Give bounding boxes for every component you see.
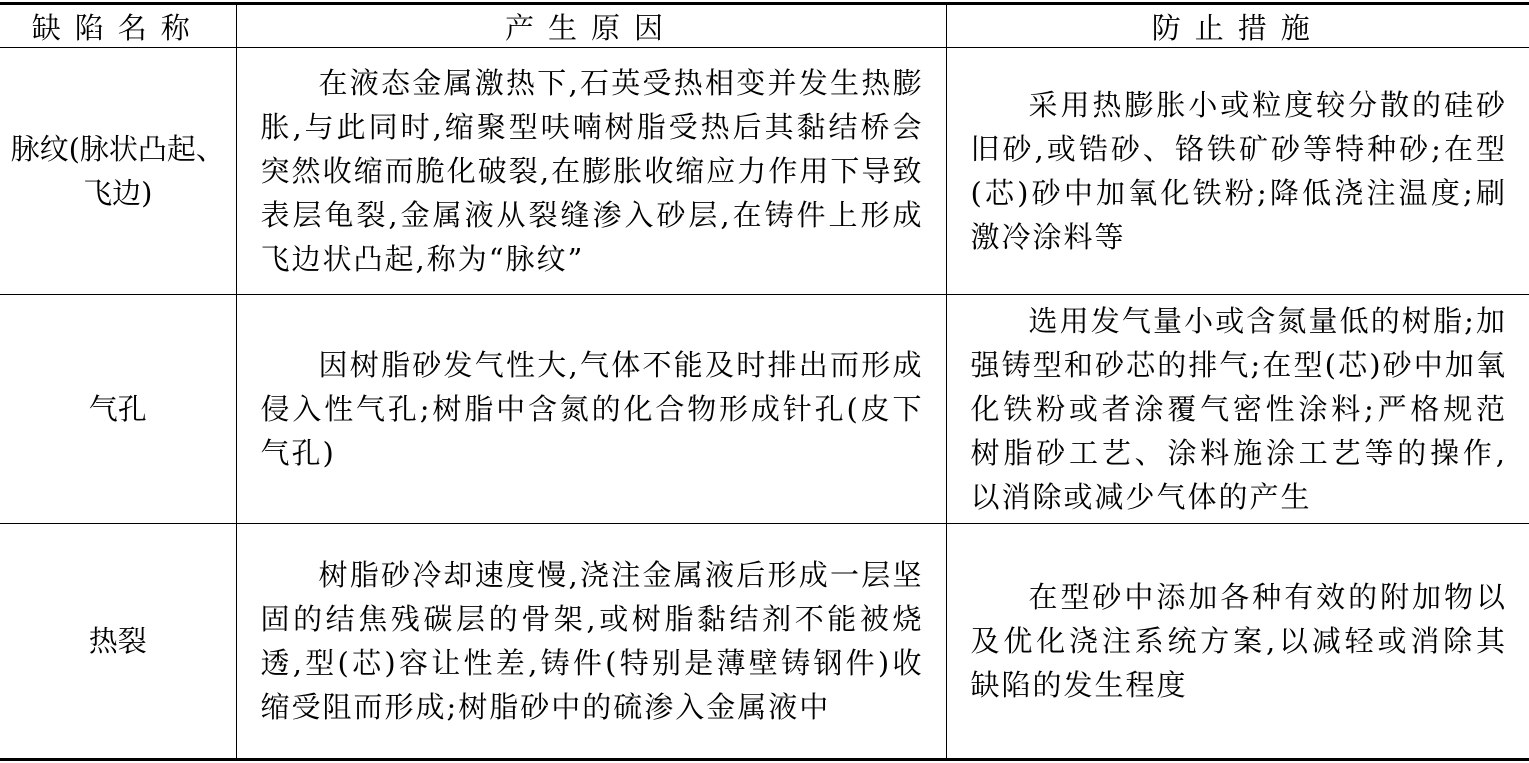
prevention-cell (946, 524, 1529, 760)
defect-name-cell: 热裂 (0, 524, 236, 760)
defect-name-cell: 气孔 (0, 295, 236, 524)
cause-cell (236, 524, 946, 760)
header-defect-name: 缺陷名称 (0, 4, 236, 48)
header-row (0, 4, 1529, 48)
header-prevention: 防止措施 (946, 4, 1529, 48)
prevention-text: 选用发气量小或含氮量低的树脂;加强铸型和砂芯的排气;在型(芯)砂中加氧化铁粉或者涂覆气密性涂料;严格规范树脂砂工艺、涂料施涂工艺等的操作,以消除或减少气体的产生 (970, 304, 1507, 514)
prevention-text: 在型砂中添加各种有效的附加物以及优化浇注系统方案,以减轻或消除其缺陷的发生程度 (970, 580, 1507, 702)
defect-name-cell: 脉纹(脉状凸起、飞边) (0, 48, 236, 295)
cause-text: 树脂砂冷却速度慢,浇注金属液后形成一层坚固的结焦残碳层的骨架,或树脂黏结剂不能被烧透,型(芯)容让性差,铸件(特别是薄壁铸钢件)收缩受阻而形成;树脂砂中的硫渗入金属液中 (260, 558, 924, 724)
cause-text: 在液态金属激热下,石英受热相变并发生热膨胀,与此同时,缩聚型呋喃树脂受热后其黏结桥会突然收缩而脆化破裂,在膨胀收缩应力作用下导致表层龟裂,金属液从裂缝渗入砂层,在铸件上形成飞边状凸起,称为“脉纹” (260, 66, 924, 276)
defects-table (0, 2, 1529, 761)
cause-text: 因树脂砂发气性大,气体不能及时排出而形成侵入性气孔;树脂中含氮的化合物形成针孔(皮下气孔) (260, 348, 924, 470)
table-row (0, 524, 1529, 760)
prevention-text: 采用热膨胀小或粒度较分散的硅砂旧砂,或锆砂、铬铁矿砂等特种砂;在型(芯)砂中加氧化铁粉;降低浇注温度;刷激冷涂料等 (970, 88, 1507, 254)
table-row (0, 295, 1529, 524)
cause-cell (236, 48, 946, 295)
header-cause: 产生原因 (236, 4, 946, 48)
prevention-cell (946, 295, 1529, 524)
cause-cell (236, 295, 946, 524)
prevention-cell (946, 48, 1529, 295)
table-row (0, 48, 1529, 295)
